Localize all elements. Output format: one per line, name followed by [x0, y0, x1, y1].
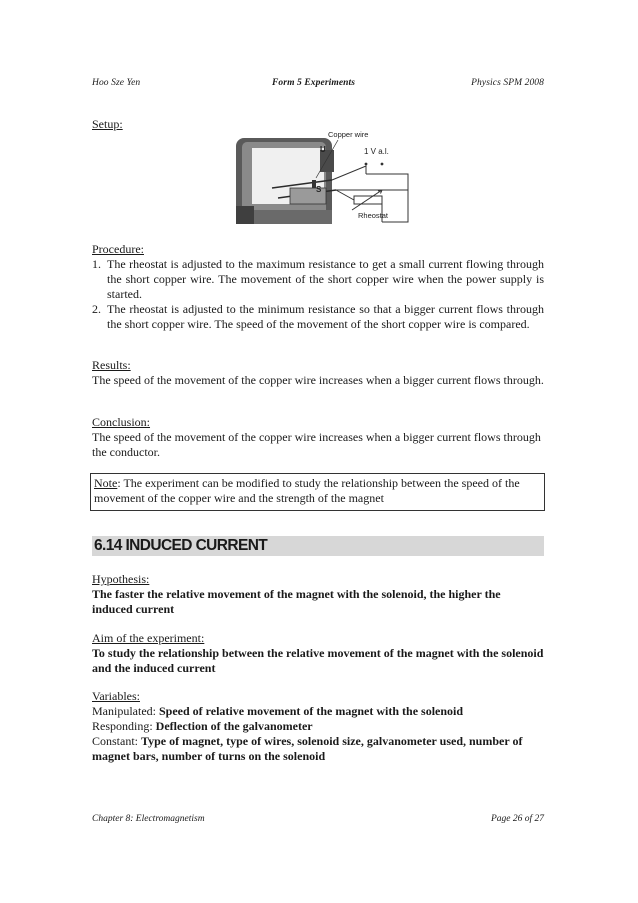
manipulated-value: Speed of relative movement of the magnet with the solenoid	[158, 704, 464, 718]
variable-constant	[92, 734, 544, 764]
procedure-section	[92, 242, 544, 332]
step-text: The rheostat is adjusted to the minimum resistance so that a bigger current flows through the short copper wire. The speed of the movement of the short copper wire is compared.	[107, 302, 544, 331]
procedure-step	[92, 302, 544, 332]
results-label: Results:	[92, 358, 131, 372]
variables-label: Variables:	[92, 689, 140, 703]
label-s: S	[316, 185, 322, 194]
section-title: 6.14 INDUCED CURRENT	[94, 537, 268, 554]
step-text: The rheostat is adjusted to the maximum resistance to get a small current flowing through the short copper wire. The movement of the short copper wire when the power supply is started.	[107, 257, 544, 301]
variable-responding	[92, 719, 544, 734]
footer-chapter: Chapter 8: Electromagnetism	[92, 814, 205, 824]
hypothesis-section	[92, 572, 544, 617]
conclusion-text: The speed of the movement of the copper wire increases when a bigger current flows through the conductor.	[92, 430, 541, 459]
aim-label: Aim of the experiment:	[92, 631, 205, 645]
header-author: Hoo Sze Yen	[92, 78, 141, 88]
conclusion-label: Conclusion:	[92, 415, 151, 429]
hypothesis-text: The faster the relative movement of the magnet with the solenoid, the higher the induced current	[92, 587, 501, 616]
aim-text: To study the relationship between the relative movement of the magnet with the solenoid and the induced current	[92, 646, 544, 675]
label-rheostat: Rheostat	[358, 211, 389, 220]
setup-figure	[232, 128, 412, 232]
header-title: Form 5 Experiments	[272, 78, 356, 88]
note-label: Note	[94, 476, 118, 490]
step-number: 1.	[92, 257, 101, 271]
results-text: The speed of the movement of the copper wire increases when a bigger current flows through.	[92, 373, 544, 387]
procedure-list	[92, 257, 544, 332]
page-footer	[92, 814, 544, 828]
responding-value: Deflection of the galvanometer	[155, 719, 313, 733]
step-number: 2.	[92, 302, 101, 316]
results-section	[92, 358, 544, 388]
label-supply: 1 V a.l.	[364, 147, 389, 156]
note-box	[90, 473, 545, 511]
label-copper-wire: Copper wire	[328, 130, 369, 139]
procedure-step	[92, 257, 544, 302]
conclusion-section	[92, 415, 544, 460]
setup-diagram	[232, 128, 412, 232]
constant-value: Type of magnet, type of wires, solenoid size, galvanometer used, number of magnet bars, number of turns on the solenoid	[92, 734, 523, 763]
variable-manipulated	[92, 704, 544, 719]
procedure-label: Procedure:	[92, 242, 144, 256]
header-course: Physics SPM 2008	[471, 78, 544, 88]
footer-page-number: Page 26 of 27	[490, 814, 544, 824]
manipulated-label: Manipulated:	[92, 704, 159, 718]
responding-label: Responding:	[92, 719, 156, 733]
page-header	[92, 78, 544, 92]
aim-section	[92, 631, 544, 676]
label-u: U	[320, 145, 326, 154]
constant-label: Constant:	[92, 734, 142, 748]
variables-section	[92, 689, 544, 764]
hypothesis-label: Hypothesis:	[92, 572, 150, 586]
note-text: : The experiment can be modified to study the relationship between the speed of the movement of the copper wire and the strength of the magnet	[94, 476, 520, 505]
setup-label: Setup:	[92, 117, 123, 131]
section-heading-bar	[92, 536, 544, 556]
